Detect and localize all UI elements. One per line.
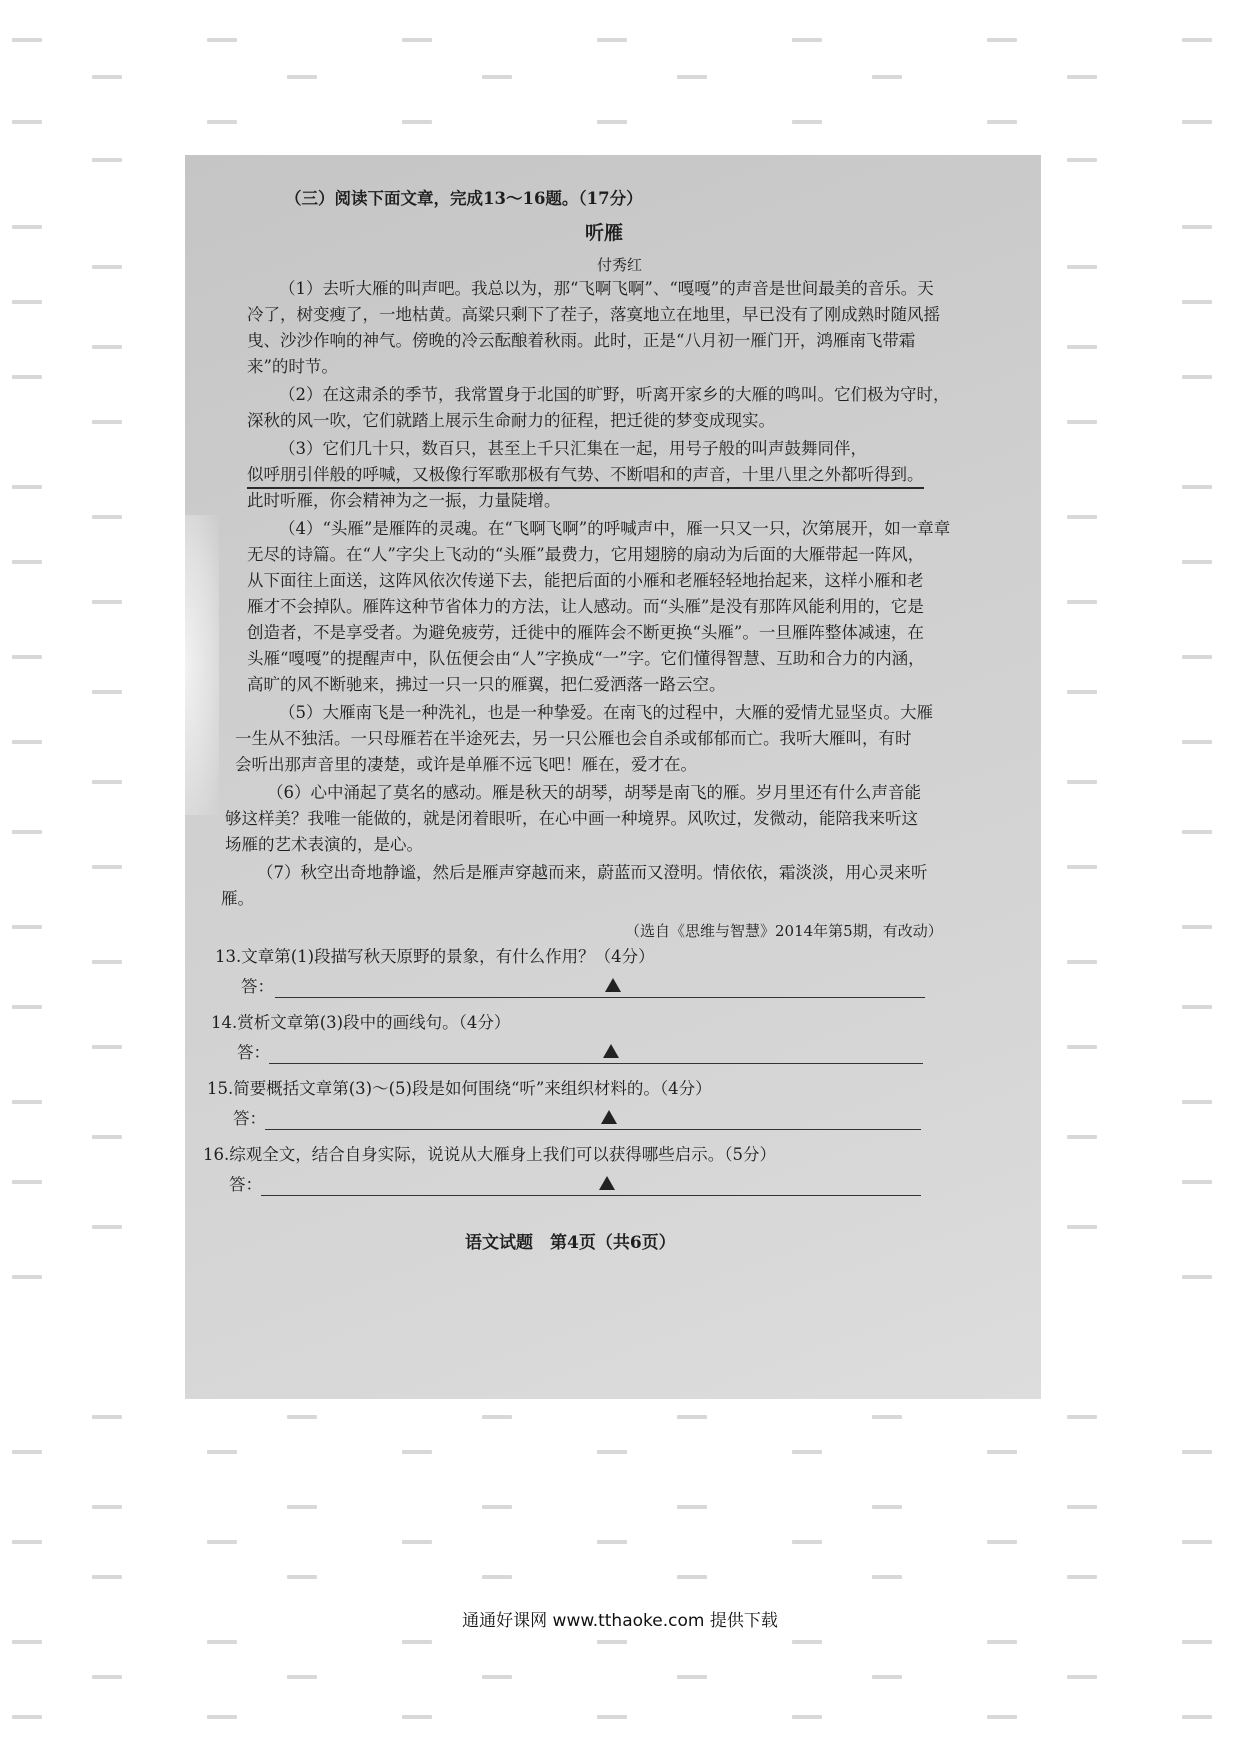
watermark-mark	[1067, 420, 1097, 424]
watermark-mark	[1067, 1575, 1097, 1579]
watermark-mark	[1182, 300, 1212, 304]
watermark-mark	[92, 1415, 122, 1419]
watermark-mark	[12, 830, 42, 834]
answer-label-15: 答：	[233, 1109, 266, 1128]
article-line: 一生从不独活。一只母雁若在半途死去，另一只公雁也会自杀或郁郁而亡。我听大雁叫，有时	[235, 729, 912, 748]
watermark-mark	[12, 1715, 42, 1719]
watermark-mark	[12, 1100, 42, 1104]
page-shadow	[185, 515, 219, 815]
article-line: 曳、沙沙作响的神气。傍晚的冷云酝酿着秋雨。此时，正是“八月初一雁门开，鸿雁南飞带霜	[247, 331, 916, 350]
article-line: 深秋的风一吹，它们就踏上展示生命耐力的征程，把迁徙的梦变成现实。	[247, 411, 775, 430]
site-footer: 通通好课网 www.tthaoke.com 提供下载	[462, 1611, 778, 1631]
watermark-mark	[482, 75, 512, 79]
watermark-mark	[207, 1640, 237, 1644]
watermark-mark	[1182, 1640, 1212, 1644]
watermark-mark	[92, 1575, 122, 1579]
watermark-mark	[482, 1675, 512, 1679]
watermark-mark	[12, 1450, 42, 1454]
watermark-mark	[1182, 1100, 1212, 1104]
watermark-mark	[92, 75, 122, 79]
watermark-mark	[402, 38, 432, 42]
watermark-mark	[1067, 265, 1097, 269]
watermark-mark	[287, 1575, 317, 1579]
watermark-mark	[12, 1540, 42, 1544]
article-line: （7）秋空出奇地静谧，然后是雁声穿越而来，蔚蓝而又澄明。情依依，霜淡淡，用心灵来听	[257, 863, 928, 882]
watermark-mark	[92, 1225, 122, 1229]
answer-label-16: 答：	[229, 1175, 262, 1194]
answer-label-13: 答：	[241, 977, 274, 996]
watermark-mark	[1067, 158, 1097, 162]
watermark-mark	[207, 120, 237, 124]
watermark-mark	[92, 600, 122, 604]
watermark-mark	[207, 38, 237, 42]
watermark-mark	[597, 38, 627, 42]
watermark-mark	[12, 1640, 42, 1644]
answer-line-14[interactable]	[269, 1063, 923, 1064]
watermark-mark	[12, 560, 42, 564]
watermark-mark	[12, 925, 42, 929]
watermark-mark	[12, 655, 42, 659]
article-line: （2）在这肃杀的季节，我常置身于北国的旷野，听离开家乡的大雁的鸣叫。它们极为守时，	[279, 385, 950, 404]
watermark-mark	[12, 225, 42, 229]
watermark-mark	[792, 1640, 822, 1644]
watermark-mark	[792, 1540, 822, 1544]
watermark-mark	[872, 75, 902, 79]
article-line: （5）大雁南飞是一种洗礼，也是一种挚爱。在南飞的过程中，大雁的爱情尤显坚贞。大雁	[279, 703, 933, 722]
watermark-mark	[597, 1715, 627, 1719]
watermark-mark	[287, 75, 317, 79]
watermark-mark	[792, 1715, 822, 1719]
watermark-mark	[12, 38, 42, 42]
watermark-mark	[1067, 1135, 1097, 1139]
watermark-mark	[1067, 960, 1097, 964]
watermark-mark	[1182, 1450, 1212, 1454]
watermark-mark	[987, 1540, 1017, 1544]
watermark-mark	[987, 1715, 1017, 1719]
watermark-mark	[872, 1575, 902, 1579]
watermark-mark	[1182, 830, 1212, 834]
watermark-mark	[402, 1715, 432, 1719]
watermark-mark	[1182, 375, 1212, 379]
watermark-mark	[677, 1415, 707, 1419]
watermark-mark	[92, 420, 122, 424]
watermark-mark	[92, 690, 122, 694]
watermark-mark	[792, 1450, 822, 1454]
watermark-mark	[92, 1675, 122, 1679]
watermark-mark	[1182, 1540, 1212, 1544]
section-heading: （三）阅读下面文章，完成13～16题。（17分）	[285, 189, 643, 208]
question-14: 14.赏析文章第(3)段中的画线句。（4分）	[211, 1013, 511, 1032]
watermark-mark	[597, 120, 627, 124]
watermark-mark	[12, 485, 42, 489]
watermark-mark	[1067, 1225, 1097, 1229]
question-15: 15.简要概括文章第(3)～(5)段是如何围绕“听”来组织材料的。（4分）	[207, 1079, 712, 1098]
watermark-mark	[1067, 515, 1097, 519]
article-line: （3）它们几十只，数百只，甚至上千只汇集在一起，用号子般的叫声鼓舞同伴，	[279, 439, 867, 458]
article-line: 高旷的风不断驰来，拂过一只一只的雁翼，把仁爱洒落一路云空。	[247, 675, 726, 694]
watermark-mark	[1182, 485, 1212, 489]
watermark-mark	[1067, 1045, 1097, 1049]
watermark-mark	[1067, 690, 1097, 694]
article-line: （6）心中涌起了莫名的感动。雁是秋天的胡琴，胡琴是南飞的雁。岁月里还有什么声音能	[267, 783, 921, 802]
watermark-mark	[597, 1640, 627, 1644]
watermark-mark	[482, 1575, 512, 1579]
watermark-mark	[207, 1450, 237, 1454]
watermark-mark	[1182, 655, 1212, 659]
watermark-mark	[1067, 75, 1097, 79]
watermark-mark	[792, 120, 822, 124]
article-line: 够这样美？我唯一能做的，就是闭着眼听，在心中画一种境界。风吹过，发微动，能陪我来听这	[225, 809, 918, 828]
article-line: 雁才不会掉队。雁阵这种节省体力的方法，让人感动。而“头雁”是没有那阵风能利用的，它是	[247, 597, 924, 616]
watermark-mark	[677, 1505, 707, 1509]
watermark-mark	[482, 1415, 512, 1419]
watermark-mark	[207, 1540, 237, 1544]
watermark-mark	[402, 1640, 432, 1644]
watermark-mark	[872, 1675, 902, 1679]
watermark-mark	[92, 865, 122, 869]
watermark-mark	[1067, 1415, 1097, 1419]
watermark-mark	[92, 780, 122, 784]
watermark-mark	[1067, 345, 1097, 349]
watermark-mark	[92, 960, 122, 964]
watermark-mark	[92, 1505, 122, 1509]
watermark-mark	[1067, 865, 1097, 869]
article-author: 付秀红	[597, 256, 643, 274]
watermark-mark	[402, 1450, 432, 1454]
question-13: 13.文章第(1)段描写秋天原野的景象，有什么作用？（4分）	[215, 947, 655, 966]
watermark-mark	[677, 75, 707, 79]
watermark-mark	[1067, 1675, 1097, 1679]
scanned-exam-page	[185, 155, 1041, 1399]
article-title: 听雁	[585, 222, 624, 244]
watermark-mark	[482, 1505, 512, 1509]
watermark-mark	[1067, 780, 1097, 784]
answer-marker-triangle-icon	[605, 978, 621, 992]
article-line: 冷了，树变瘦了，一地枯黄。高粱只剩下了茬子，落寞地立在地里，早已没有了刚成熟时随风摇	[247, 305, 940, 324]
watermark-mark	[987, 1450, 1017, 1454]
answer-line-15[interactable]	[265, 1129, 921, 1130]
question-16: 16.综观全文，结合自身实际，说说从大雁身上我们可以获得哪些启示。（5分）	[203, 1145, 776, 1164]
watermark-mark	[872, 1505, 902, 1509]
watermark-mark	[12, 375, 42, 379]
answer-marker-triangle-icon	[599, 1176, 615, 1190]
watermark-mark	[1182, 560, 1212, 564]
watermark-mark	[287, 1415, 317, 1419]
watermark-mark	[12, 120, 42, 124]
answer-marker-triangle-icon	[601, 1110, 617, 1124]
watermark-mark	[792, 38, 822, 42]
watermark-mark	[1067, 1505, 1097, 1509]
article-line: （4）“头雁”是雁阵的灵魂。在“飞啊飞啊”的呼喊声中，雁一只又一只，次第展开，如一章章	[279, 519, 951, 538]
article-line: 从下面往上面送，这阵风依次传递下去，能把后面的小雁和老雁轻轻地抬起来，这样小雁和老	[247, 571, 924, 590]
watermark-mark	[287, 1675, 317, 1679]
watermark-mark	[402, 120, 432, 124]
watermark-mark	[987, 38, 1017, 42]
page-footer: 语文试题 第4页（共6页）	[465, 1233, 676, 1253]
watermark-mark	[987, 120, 1017, 124]
watermark-mark	[677, 1675, 707, 1679]
watermark-mark	[207, 1715, 237, 1719]
answer-line-13[interactable]	[275, 997, 925, 998]
watermark-mark	[872, 1415, 902, 1419]
watermark-mark	[12, 1275, 42, 1279]
watermark-mark	[597, 1540, 627, 1544]
watermark-mark	[12, 1005, 42, 1009]
watermark-mark	[1182, 225, 1212, 229]
answer-line-16[interactable]	[261, 1195, 921, 1196]
watermark-mark	[287, 1505, 317, 1509]
watermark-mark	[92, 1045, 122, 1049]
article-line: 场雁的艺术表演的，是心。	[225, 835, 423, 854]
watermark-mark	[402, 1540, 432, 1544]
answer-label-14: 答：	[237, 1043, 270, 1062]
article-line: （1）去听大雁的叫声吧。我总以为，那“飞啊飞啊”、“嘎嘎”的声音是世间最美的音乐。天	[279, 279, 934, 298]
watermark-mark	[1182, 120, 1212, 124]
watermark-mark	[1182, 1715, 1212, 1719]
watermark-mark	[92, 158, 122, 162]
article-line: 无尽的诗篇。在“人”字尖上飞动的“头雁”最费力，它用翅膀的扇动为后面的大雁带起一阵风，	[247, 545, 925, 564]
article-line: 此时听雁，你会精神为之一振，力量陡增。	[247, 491, 561, 510]
watermark-mark	[1182, 740, 1212, 744]
article-line: 创造者，不是享受者。为避免疲劳，迁徙中的雁阵会不断更换“头雁”。一旦雁阵整体减速，在	[247, 623, 924, 642]
watermark-mark	[12, 1180, 42, 1184]
article-line: 雁。	[221, 889, 254, 908]
watermark-mark	[92, 1135, 122, 1139]
watermark-mark	[12, 300, 42, 304]
watermark-mark	[1182, 925, 1212, 929]
article-line: 来”的时节。	[247, 357, 338, 376]
article-line: 会听出那声音里的凄楚，或许是单雁不远飞吧！雁在，爱才在。	[235, 755, 697, 774]
watermark-mark	[1182, 38, 1212, 42]
watermark-mark	[1182, 1005, 1212, 1009]
watermark-mark	[92, 515, 122, 519]
watermark-mark	[597, 1450, 627, 1454]
watermark-mark	[12, 740, 42, 744]
watermark-mark	[1182, 1275, 1212, 1279]
article-line: 头雁“嘎嘎”的提醒声中，队伍便会由“人”字换成“一”字。它们懂得智慧、互助和合力的内涵，	[247, 649, 925, 668]
watermark-mark	[92, 345, 122, 349]
answer-marker-triangle-icon	[603, 1044, 619, 1058]
watermark-mark	[987, 1640, 1017, 1644]
article-source: （选自《思维与智慧》2014年第5期，有改动）	[625, 922, 943, 940]
watermark-mark	[1067, 600, 1097, 604]
watermark-mark	[677, 1575, 707, 1579]
watermark-mark	[1182, 1180, 1212, 1184]
underlined-sentence: 似呼朋引伴般的呼喊，又极像行军歌那极有气势、不断唱和的声音，十里八里之外都听得到。	[247, 463, 924, 489]
watermark-mark	[92, 265, 122, 269]
